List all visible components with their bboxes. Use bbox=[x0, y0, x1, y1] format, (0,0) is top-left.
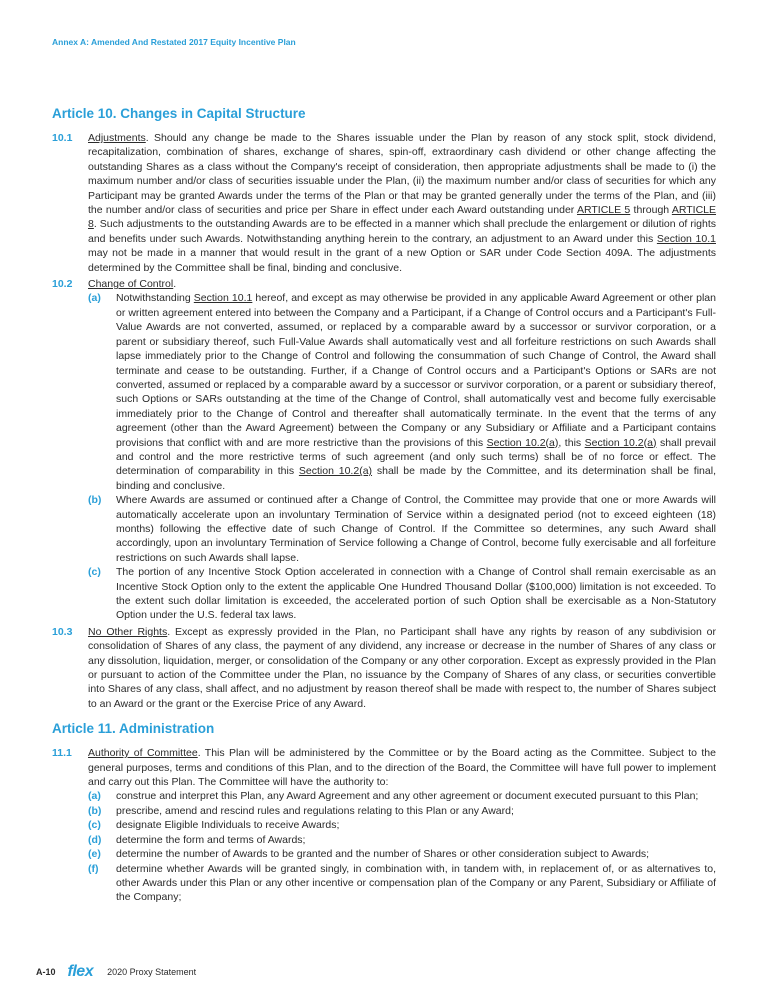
section-number: 10.3 bbox=[52, 625, 73, 638]
section-number: 11.1 bbox=[52, 747, 72, 760]
section-title: Authority of Committee bbox=[88, 747, 198, 760]
section-10-3 bbox=[52, 625, 716, 711]
list-item: (e) determine the number of Awards to be granted and the number of Shares or other consideration subject to Awards; bbox=[88, 848, 650, 861]
section-10-2 bbox=[52, 277, 716, 623]
section-body: Adjustments. Should any change be made to the Shares issuable under the Plan by reason of any stock split, stock dividend, recapitalization, combination of shares, exchange of shares, spin-off, extraordinary cash dividend or other change affecting the outstanding Shares as a class without the Company's receipt of consideration, then appropriate adjustments shall be made to (i) the maximum number and/or class of securities issuable under the Plan, (ii) the maximum number and/or class of securities for which any Participant may be granted Awards under the terms of the Plan or that may be granted generally under the terms of the Plan, and (iii) the number and/or class of securities and price per Share in effect under each Award outstanding under ARTICLE 5 through ARTICLE 8. Such adjustments to the outstanding Awards are to be effected in a manner which shall preclude the enlargement or dilution of rights and benefits under such Awards. Notwithstanding anything herein to the contrary, an adjustment to an Award under this Section 10.1 may not be made in a manner that would result in the grant of a new Option or SAR under Code Section 409A. The adjustments determined by the Committee shall be final, binding and conclusive. bbox=[88, 132, 717, 274]
section-number: 10.2 bbox=[52, 278, 73, 291]
page-number: A-10 bbox=[36, 967, 56, 977]
list-item: (b) prescribe, amend and rescind rules and regulations relating to this Plan or any Award; bbox=[88, 804, 514, 817]
page-content bbox=[52, 106, 716, 907]
section-title: No Other Rights bbox=[88, 625, 168, 638]
subsection-c: (c) The portion of any Incentive Stock Option accelerated in connection with a Change of Control shall remain exercisable as an Incentive Stock Option only to the extent the applicable One Hundred Thousand Dollar ($100,000) limitation is not exceeded. To the extent such dollar limitation is exceeded, the accelerated portion of such Option shall be exercisable as a Non-Statutory Option under the U.S. federal tax laws. bbox=[88, 566, 716, 622]
cross-reference-link[interactable]: Section 10.1 bbox=[193, 292, 253, 305]
subsection-a: (a) Notwithstanding Section 10.1 hereof, and except as may otherwise be provided in any applicable Award Agreement or other plan or written agreement entered into between the Company and a Participant, if a Change of Control occurs and a Participant's Full-Value Awards are not converted, assumed, or replaced by a comparable award by a successor or survivor corporation, or a parent or subsidiary thereof, such Full-Value Awards shall automatically vest and all forfeiture restrictions on such Awards shall lapse immediately prior to the Change of Control and following the consummation of such Change of Control, the Award shall terminate and cease to be outstanding. Further, if a Change of Control occurs and a Participant's Options or SARs are not converted, assumed or replaced by a comparable award by a successor or survivor corporation, or a parent or subsidiary thereof, such Options or SARs outstanding at the time of the Change of Control, shall automatically vest and become fully exercisable immediately prior to the Change of Control and thereafter shall automatically terminate. In the event that the terms of any agreement (other than the Award Agreement) between the Company or any Subsidiary or Affiliate and a Participant contains provisions that conflict with and are more restrictive than the provisions of this Section 10.2(a), this Section 10.2(a) shall prevail and control and the more restrictive terms of such agreement (and only such terms) shall be of no force or effect. The determination of comparability in this Section 10.2(a) shall be made by the Committee, and its determination shall be final, binding and conclusive. bbox=[88, 292, 716, 492]
running-header: Annex A: Amended And Restated 2017 Equity Incentive Plan bbox=[52, 37, 296, 47]
section-11-1 bbox=[52, 746, 716, 904]
section-title: Adjustments bbox=[88, 132, 146, 144]
document-name: 2020 Proxy Statement bbox=[107, 967, 197, 977]
subsection-b: (b) Where Awards are assumed or continued after a Change of Control, the Committee may provide that one or more Awards will automatically accelerate upon an involuntary Termination of Service within a designated period (not to exceed eighteen (18) months) following the effective date of such Change of Control. If the Committee so determines, any such Award shall accordingly, upon an involuntary Termination of Service following a Change of Control, become fully exercisable and all forfeiture restrictions on such Awards shall lapse. bbox=[88, 494, 716, 564]
page-footer bbox=[36, 963, 196, 981]
cross-reference-link[interactable]: ARTICLE 8 bbox=[88, 204, 717, 231]
cross-reference-link[interactable]: Section 10.2(a) bbox=[486, 436, 559, 449]
flex-logo: flex bbox=[67, 963, 94, 980]
section-body: No Other Rights. Except as expressly provided in the Plan, no Participant shall have any rights by reason of any subdivision or consolidation of Shares of any class, the payment of any dividend, any increase or decrease in the number of Shares of any class or any dissolution, liquidation, merger, or consolidation of the Company or any other corporation. Except as expressly provided in the Plan or pursuant to action of the Committee under the Plan, no issuance by the Company of Shares of any class, or securities convertible into Shares of any class, shall affect, and no adjustment by reason thereof shall be made with respect to, the number of Shares subject to an Award or the grant or the Exercise Price of any Award. bbox=[88, 625, 717, 710]
article-11-heading: Article 11. Administration bbox=[52, 721, 215, 737]
cross-reference-link[interactable]: Section 10.2(a) bbox=[584, 436, 657, 449]
list-item: (c) designate Eligible Individuals to receive Awards; bbox=[88, 819, 340, 832]
section-body: Change of Control. (a) Notwithstanding Section 10.1 hereof, and except as may otherwise be provided in any applicable Award Agreement or other plan or written agreement entered into between the Company and a Participant, if a Change of Control occurs and a Participant's Full-Value Awards are not converted, assumed, or replaced by a comparable award by a successor or survivor corporation, or a parent or subsidiary thereof, such Full-Value Awards shall automatically vest and all forfeiture restrictions on such Awards shall lapse immediately prior to the Change of Control and following the consummation of such Change of Control, the Award shall terminate and cease to be outstanding. Further, if a Change of Control occurs and a Participant's Options or SARs are not converted, assumed or replaced by a comparable award by a successor or survivor corporation, or a parent or subsidiary thereof, such Options or SARs outstanding at the time of the Change of Control, shall automatically vest and become fully exercisable immediately prior to the Change of Control and thereafter shall automatically terminate. In the event that the terms of any agreement (other than the Award Agreement) between the Company or any Subsidiary or Affiliate and a Participant contains provisions that conflict with and are more restrictive than the provisions of this Section 10.2(a), this Section 10.2(a) shall prevail and control and the more restrictive terms of such agreement (and only such terms) shall be of no force or effect. The determination of comparability in this Section 10.2(a) shall be made by the Committee, and its determination shall be final, binding and conclusive. (b) Where Awards are assumed or continued after a Change of Control, the Committee may provide that one or more Awards will automatically accelerate upon an involuntary Termination of Service within a designated period (not to exceed eighteen (18) months) following the effective date of such Change of Control. If the Committee so determines, any such Award shall accordingly, upon an involuntary Termination of Service following a Change of Control, become fully exercisable and all forfeiture restrictions on such Awards shall lapse. (c) The portion of any Incentive Stock Option accelerated in connection with a Change of Control shall remain exercisable as an Incentive Stock Option only to the extent the applicable One Hundred Thousand Dollar ($100,000) limitation is not exceeded. To the extent such dollar limitation is exceeded, the accelerated portion of such Option shall be exercisable as a Non-Statutory Option under the U.S. federal tax laws. bbox=[88, 278, 716, 622]
section-10-1 bbox=[52, 131, 716, 275]
cross-reference-link[interactable]: Section 10.1 bbox=[656, 232, 716, 245]
section-number: 10.1 bbox=[52, 132, 73, 144]
list-item: (f) determine whether Awards will be granted singly, in combination with, in tandem with, in replacement of, or as alternatives to, other Awards under this Plan or any other incentive or compensation plan of the Company or any Parent, Subsidiary or Affiliate of the Company; bbox=[88, 862, 716, 904]
list-item: (a) construe and interpret this Plan, any Award Agreement and any other agreement or document executed pursuant to this Plan; bbox=[88, 790, 699, 803]
cross-reference-link[interactable]: ARTICLE 5 bbox=[576, 204, 631, 217]
cross-reference-link[interactable]: Section 10.2(a) bbox=[298, 465, 373, 478]
section-title: Change of Control bbox=[88, 278, 174, 291]
section-body: Authority of Committee. This Plan will be administered by the Committee or by the Board acting as the Committee. Subject to the general purposes, terms and conditions of this Plan, and to the direction of the Board, the Committee will have full power to implement and carry out this Plan. The Committee will have the authority to: (a) construe and interpret this Plan, any Award Agreement and any other agreement or document executed pursuant to this Plan; (b) prescribe, amend and rescind rules and regulations relating to this Plan or any Award; (c) designate Eligible Individuals to receive Awards; (d) determine the form and terms of Awards; (e) determine the number of Awards to be granted and the number of Shares or other consideration subject to Awards; (f) determine whether Awards will be granted singly, in combination with, in tandem with, in replacement of, or as alternatives to, other Awards under this Plan or any other incentive or compensation plan of the Company or any Parent, Subsidiary or Affiliate of the Company; bbox=[88, 747, 716, 904]
article-10-heading: Article 10. Changes in Capital Structure bbox=[52, 106, 306, 121]
list-item: (d) determine the form and terms of Awards; bbox=[88, 833, 306, 846]
